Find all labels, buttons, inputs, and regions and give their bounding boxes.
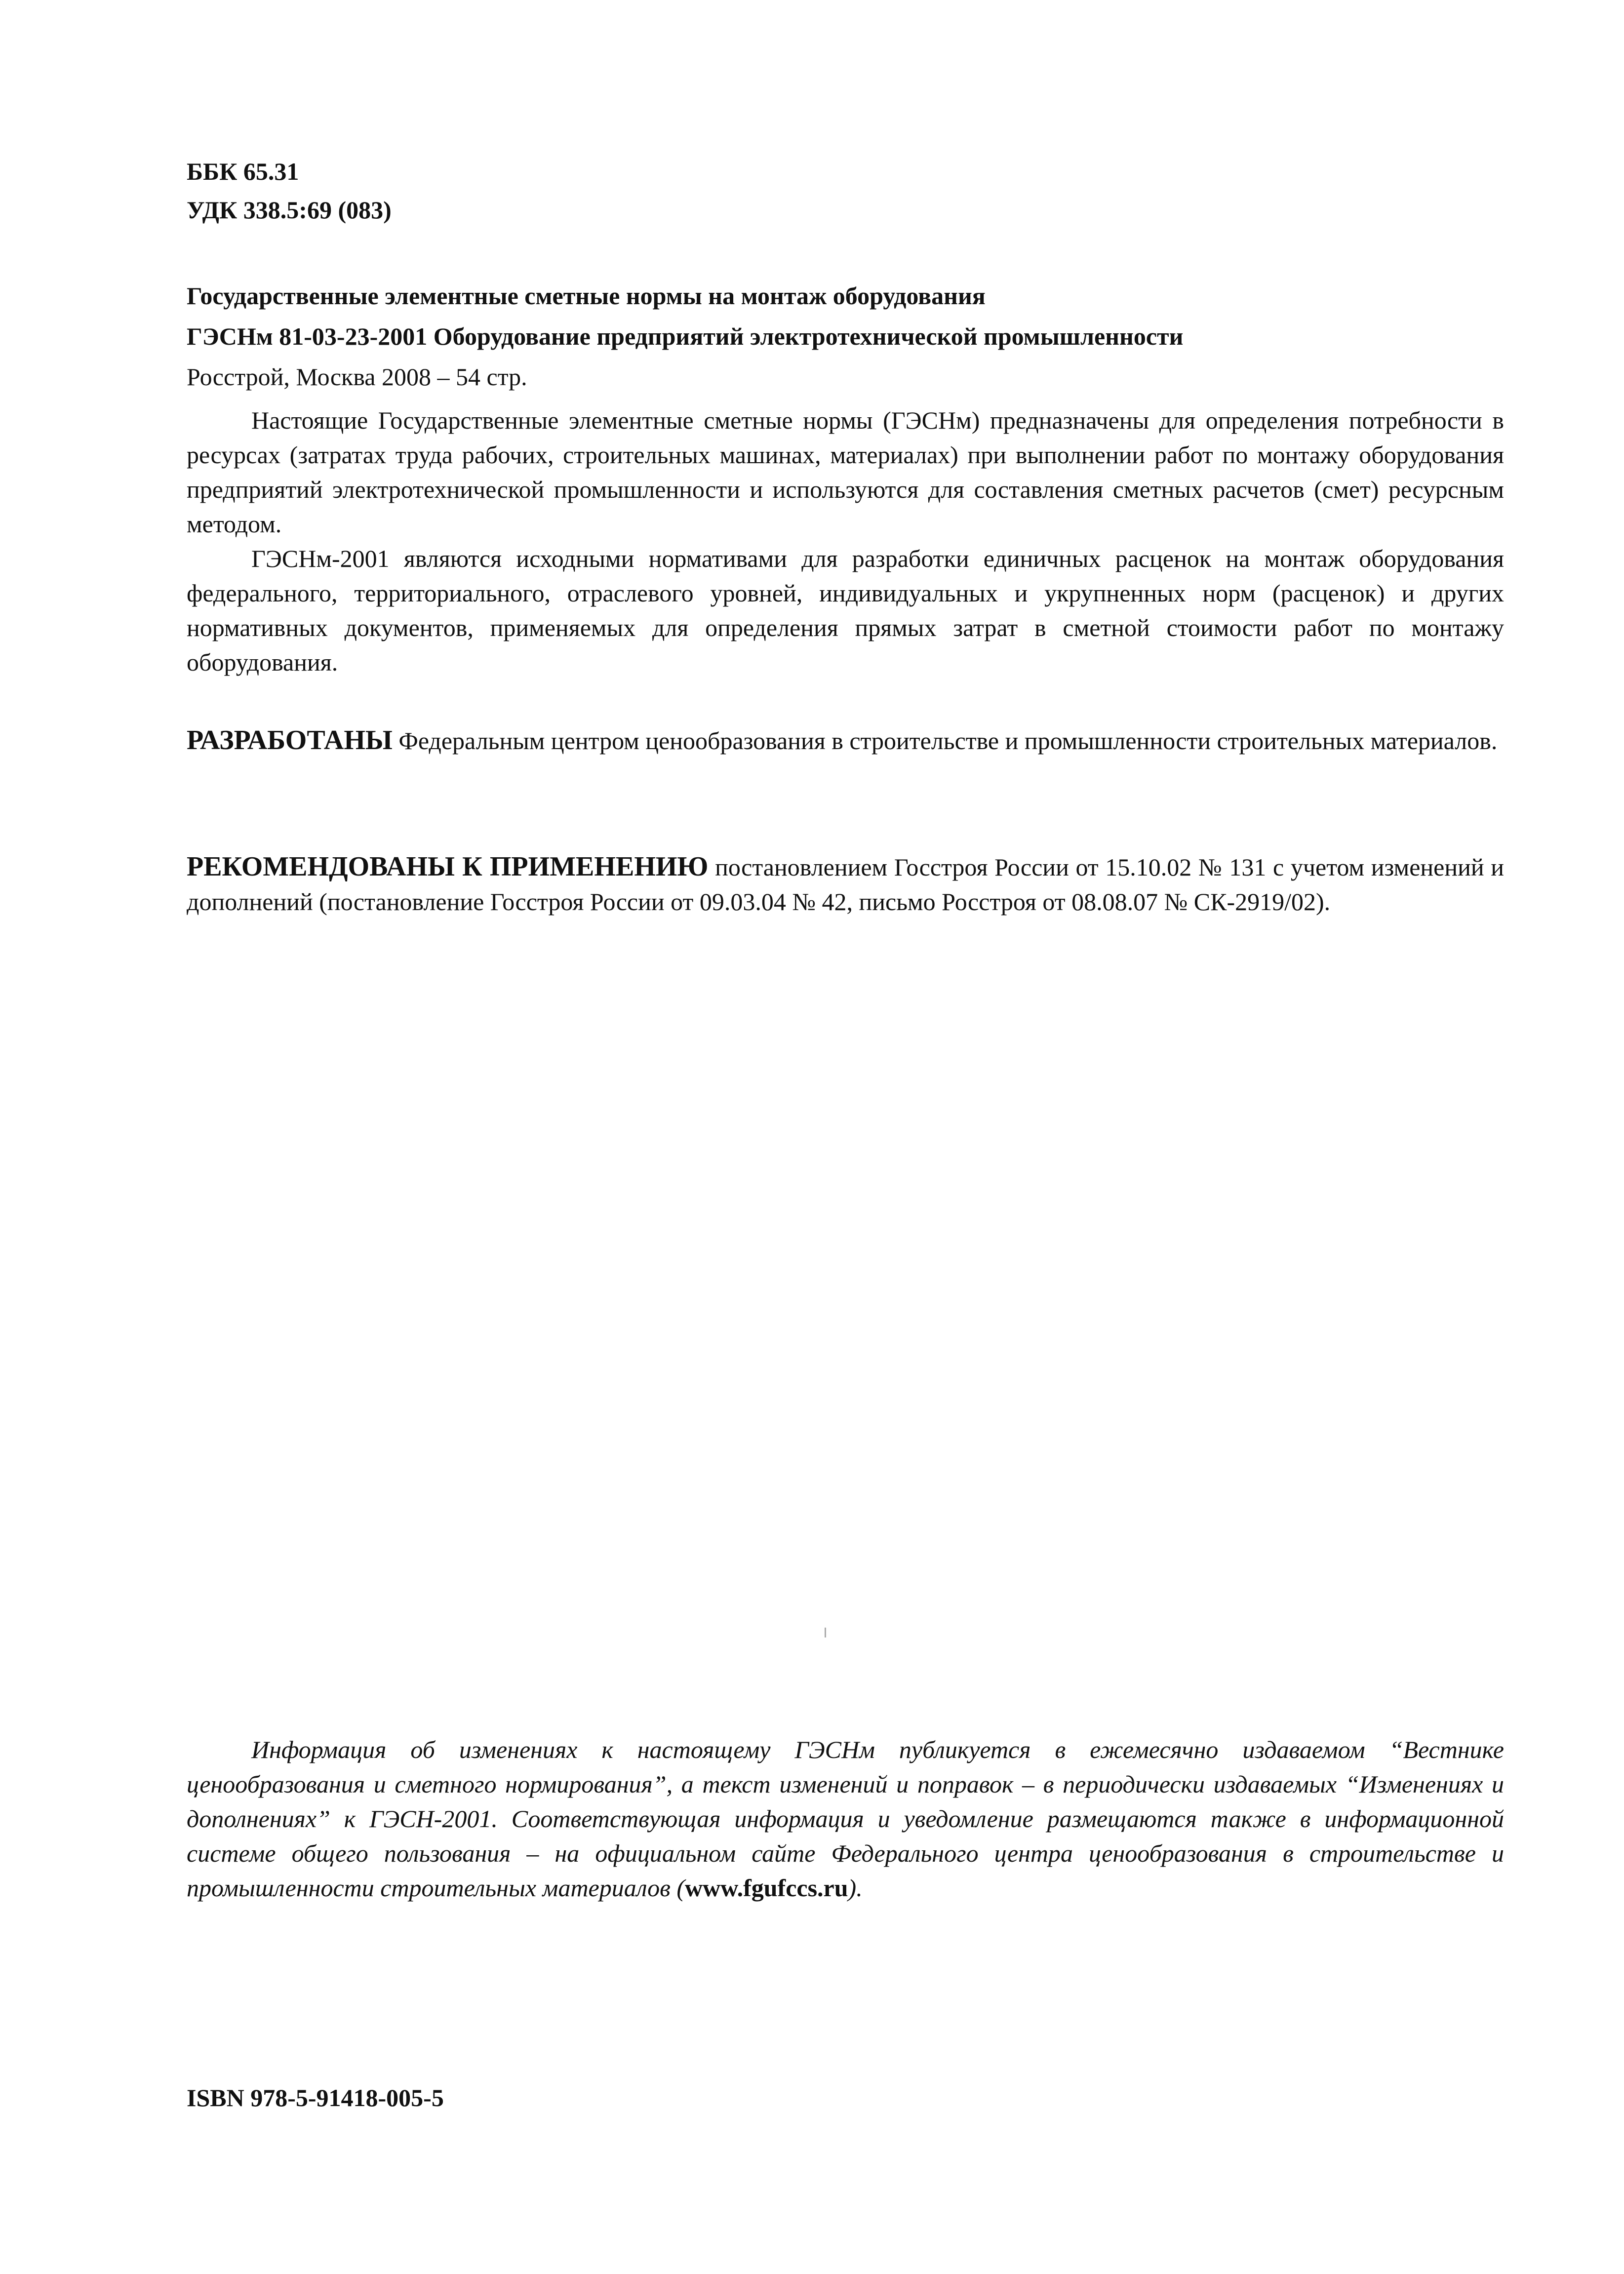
info-note-text: Информация об изменениях к настоящему ГЭСНм публикуется в ежемесячно издаваемом “Вестнике ценообразования и сметного нормирования”, а текст изменений и поправок – в периодически издаваемых “Изменениях и дополнениях” к ГЭСН-2001. Соответствующая информация и уведомление размещаются также в информационной системе общего пользования – на официальном сайте Федерального центра ценообразования в строительстве и промышленности строительных материалов ( <box>187 1736 1504 1902</box>
recommended-text: постановлением Госстроя России от 15.10.02 № 131 с учетом изменений и дополнений (постановление Госстроя России от 09.03.04 № 42, письмо Росстроя от 08.08.07 № СК-2919/02). <box>187 853 1505 916</box>
bbk-code: ББК 65.31 <box>187 158 299 185</box>
changes-info-note <box>187 1732 1504 1905</box>
document-title-block <box>187 276 1504 397</box>
udk-code: УДК 338.5:69 (083) <box>187 196 392 224</box>
isbn-number: ISBN 978-5-91418-005-5 <box>187 2084 444 2112</box>
recommended-lead: РЕКОМЕНДОВАНЫ К ПРИМЕНЕНИЮ <box>187 851 709 882</box>
document-title-line2: ГЭСНм 81-03-23-2001 Оборудование предприятий электротехнической промышленности <box>187 322 1184 350</box>
recommended-statement <box>187 849 1504 919</box>
developed-by-statement <box>187 723 1504 758</box>
info-note-closing: ). <box>848 1874 863 1902</box>
introduction <box>187 403 1504 679</box>
website-link[interactable]: www.fgufccs.ru <box>685 1874 848 1902</box>
intro-paragraph: ГЭСНм-2001 являются исходными нормативами для разработки единичных расценок на монтаж оборудования федерального, территориального, отраслевого уровней, индивидуальных и укрупненных норм (расценок) и других нормативных документов, применяемых для определения прямых затрат в сметной стоимости работ по монтажу оборудования. <box>187 545 1504 676</box>
publisher-line: Росстрой, Москва 2008 – 54 стр. <box>187 363 527 391</box>
classification-codes <box>187 152 1504 229</box>
intro-paragraph: Настоящие Государственные элементные сметные нормы (ГЭСНм) предназначены для определения потребности в ресурсах (затратах труда рабочих, строительных машинах, материалах) при выполнении работ по монтажу оборудования предприятий электротехнической промышленности и используются для составления сметных расчетов (смет) ресурсным методом. <box>187 406 1504 538</box>
document-title-line1: Государственные элементные сметные нормы на монтаж оборудования <box>187 282 986 310</box>
developed-lead: РАЗРАБОТАНЫ <box>187 725 393 756</box>
scan-mark <box>825 1628 826 1637</box>
developed-text: Федеральным центром ценообразования в строительстве и промышленности строительных материалов. <box>392 727 1498 755</box>
